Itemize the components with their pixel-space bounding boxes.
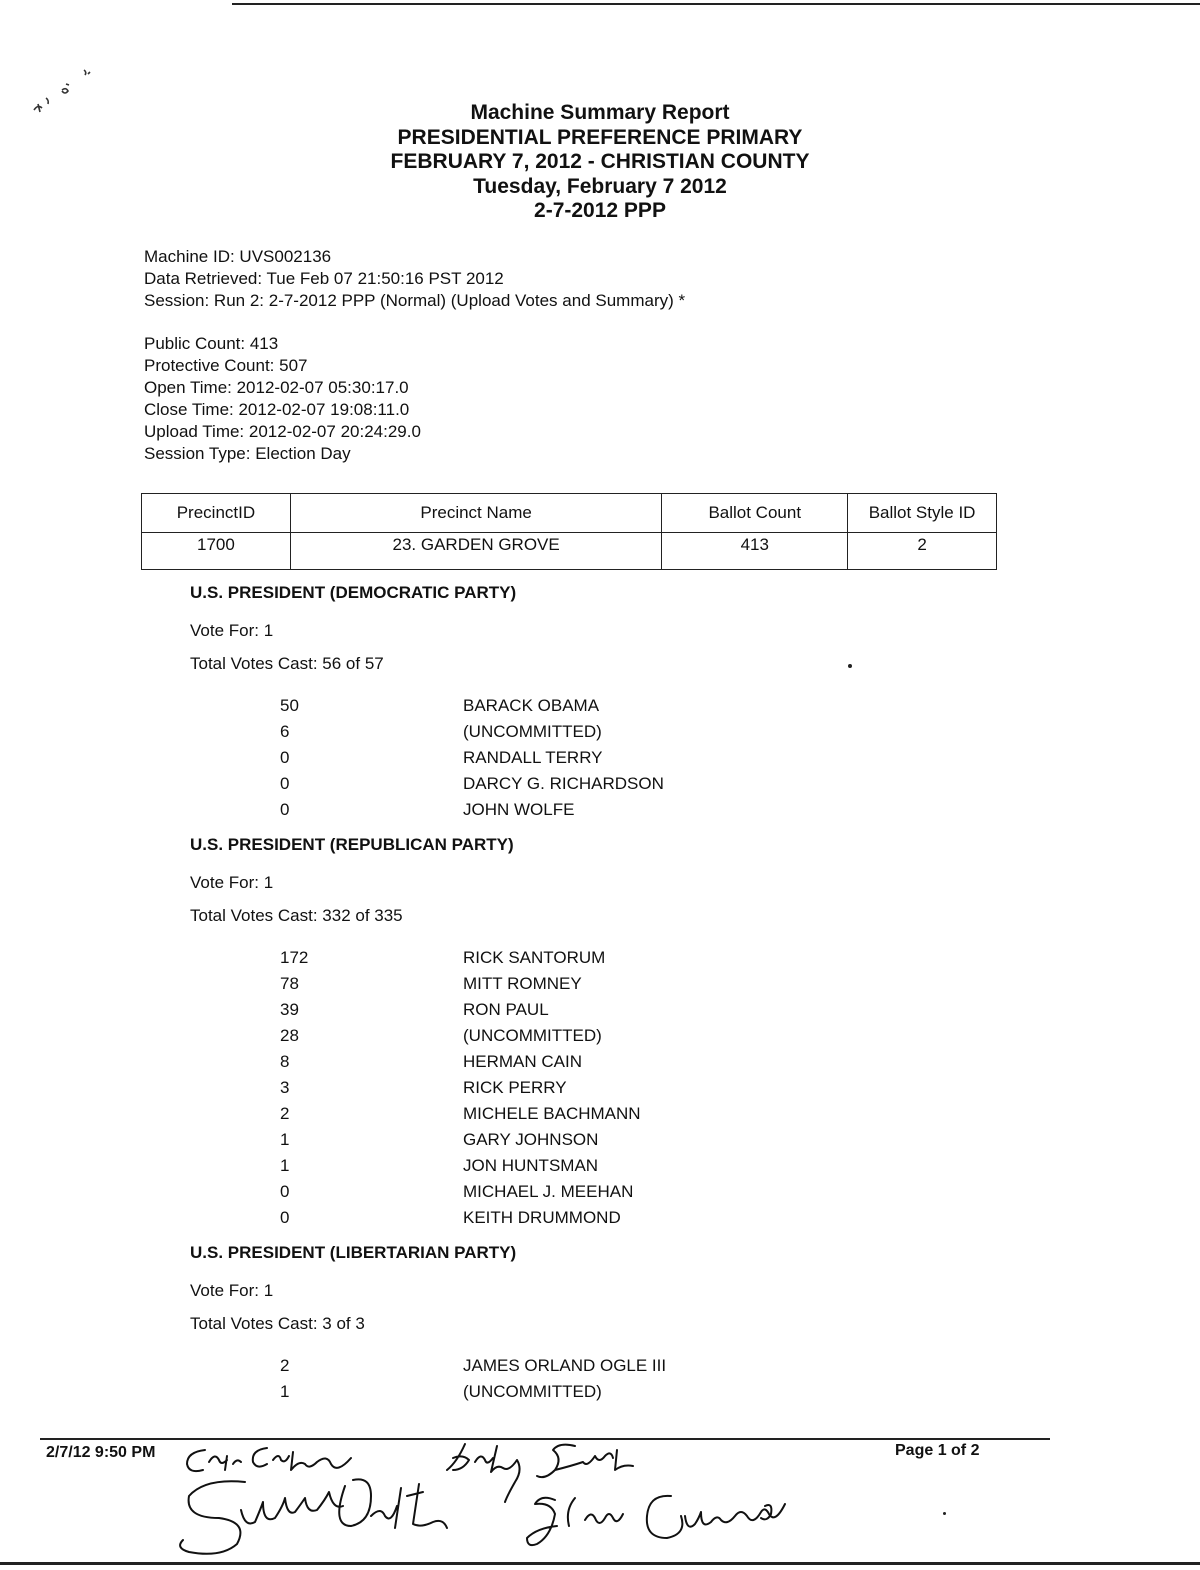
- candidate-row: [190, 997, 890, 1023]
- stray-dot: [943, 1512, 946, 1515]
- race-libertarian: [190, 1241, 890, 1405]
- candidate-row: [190, 1353, 890, 1379]
- footer-page-number: Page 1 of 2: [895, 1442, 980, 1459]
- report-election-code: 2-7-2012 PPP: [534, 199, 666, 222]
- precinct-table-header: [142, 494, 997, 533]
- total-votes-cast: Total Votes Cast: 56 of 57: [190, 654, 384, 673]
- candidate-votes: 8: [280, 1052, 290, 1071]
- machine-info: [144, 246, 685, 312]
- top-border-line: [232, 3, 1200, 5]
- candidate-row: [190, 1153, 890, 1179]
- candidate-row: [190, 745, 890, 771]
- data-retrieved: Data Retrieved: Tue Feb 07 21:50:16 PST 2012: [144, 269, 504, 288]
- close-time: Close Time: 2012-02-07 19:08:11.0: [144, 400, 410, 419]
- ballot-count-cell: 413: [662, 533, 848, 570]
- column-header: Ballot Style ID: [848, 494, 997, 533]
- candidate-row: [190, 797, 890, 823]
- bottom-border-line: [0, 1562, 1200, 1565]
- candidate-row: [190, 1127, 890, 1153]
- session-info: Session: Run 2: 2-7-2012 PPP (Normal) (Upload Votes and Summary) *: [144, 291, 686, 310]
- candidate-name: JON HUNTSMAN: [463, 1156, 599, 1175]
- candidate-name: (UNCOMMITTED): [463, 1026, 602, 1045]
- candidate-row: [190, 971, 890, 997]
- public-count: Public Count: 413: [144, 334, 279, 353]
- report-date-line: Tuesday, February 7 2012: [473, 174, 727, 198]
- protective-count: Protective Count: 507: [144, 356, 308, 375]
- candidate-name: MITT ROMNEY: [463, 974, 582, 993]
- candidate-votes: 1: [280, 1156, 290, 1175]
- candidate-votes: 1: [280, 1382, 290, 1401]
- candidate-name: KEITH DRUMMOND: [463, 1208, 621, 1227]
- candidate-row: [190, 1023, 890, 1049]
- candidate-name: RICK PERRY: [463, 1078, 567, 1097]
- candidate-name: RON PAUL: [463, 1000, 549, 1019]
- session-type: Session Type: Election Day: [144, 444, 351, 463]
- candidate-row: [190, 1101, 890, 1127]
- race-title: U.S. PRESIDENT (DEMOCRATIC PARTY): [190, 583, 517, 602]
- table-row: [142, 533, 997, 570]
- candidate-name: JAMES ORLAND OGLE III: [463, 1356, 667, 1375]
- candidate-name: RICK SANTORUM: [463, 948, 606, 967]
- candidate-row: [190, 693, 890, 719]
- candidate-votes: 28: [280, 1026, 299, 1045]
- candidate-list: [190, 693, 890, 823]
- report-subtitle: PRESIDENTIAL PREFERENCE PRIMARY: [397, 125, 803, 149]
- column-header: Ballot Count: [662, 494, 848, 533]
- report-title: Machine Summary Report: [470, 101, 730, 124]
- candidate-name: HERMAN CAIN: [463, 1052, 583, 1071]
- precinct-table: [141, 493, 997, 570]
- candidate-votes: 78: [280, 974, 299, 993]
- candidate-row: [190, 945, 890, 971]
- candidate-votes: 0: [280, 774, 290, 793]
- candidate-votes: 0: [280, 748, 290, 767]
- candidate-row: [190, 771, 890, 797]
- column-header: Precinct Name: [290, 494, 662, 533]
- total-votes-cast: Total Votes Cast: 3 of 3: [190, 1314, 365, 1333]
- machine-id: Machine ID: UVS002136: [144, 247, 332, 266]
- candidate-name: MICHELE BACHMANN: [463, 1104, 641, 1123]
- vote-for: Vote For: 1: [190, 873, 274, 892]
- report-county-line: FEBRUARY 7, 2012 - CHRISTIAN COUNTY: [390, 150, 810, 173]
- candidate-name: (UNCOMMITTED): [463, 1382, 602, 1401]
- candidate-row: [190, 1075, 890, 1101]
- candidate-votes: 39: [280, 1000, 299, 1019]
- column-header: PrecinctID: [142, 494, 291, 533]
- candidate-votes: 50: [280, 696, 299, 715]
- candidate-votes: 3: [280, 1078, 290, 1097]
- candidate-name: RANDALL TERRY: [463, 748, 603, 767]
- candidate-name: JOHN WOLFE: [463, 800, 575, 819]
- candidate-name: MICHAEL J. MEEHAN: [463, 1182, 634, 1201]
- candidate-name: DARCY G. RICHARDSON: [463, 774, 664, 793]
- candidate-votes: 0: [280, 1182, 290, 1201]
- candidate-row: [190, 1379, 890, 1405]
- candidate-votes: 0: [280, 800, 290, 819]
- candidate-votes: 0: [280, 1208, 290, 1227]
- precinct-name-cell: 23. GARDEN GROVE: [290, 533, 662, 570]
- ballot-style-cell: 2: [848, 533, 997, 570]
- open-time: Open Time: 2012-02-07 05:30:17.0: [144, 378, 409, 397]
- footer-printed-date: 2/7/12 9:50 PM: [46, 1444, 156, 1461]
- candidate-list: [190, 1353, 890, 1405]
- candidate-row: [190, 1049, 890, 1075]
- total-votes-cast: Total Votes Cast: 332 of 335: [190, 906, 403, 925]
- counts-info: [144, 333, 421, 465]
- stray-dot: [848, 664, 852, 668]
- candidate-row: [190, 1205, 890, 1231]
- race-democratic: [190, 581, 890, 823]
- handwritten-signatures: [175, 1436, 795, 1562]
- candidate-votes: 1: [280, 1130, 290, 1149]
- vote-for: Vote For: 1: [190, 1281, 274, 1300]
- candidate-name: GARY JOHNSON: [463, 1130, 599, 1149]
- candidate-list: [190, 945, 890, 1231]
- upload-time: Upload Time: 2012-02-07 20:24:29.0: [144, 422, 421, 441]
- candidate-row: [190, 1179, 890, 1205]
- candidate-row: [190, 719, 890, 745]
- vote-for: Vote For: 1: [190, 621, 274, 640]
- race-title: U.S. PRESIDENT (REPUBLICAN PARTY): [190, 835, 514, 854]
- candidate-name: (UNCOMMITTED): [463, 722, 602, 741]
- race-title: U.S. PRESIDENT (LIBERTARIAN PARTY): [190, 1243, 517, 1262]
- precinct-id-cell: 1700: [142, 533, 291, 570]
- candidate-votes: 172: [280, 948, 309, 967]
- race-republican: [190, 833, 890, 1231]
- candidate-votes: 6: [280, 722, 290, 741]
- candidate-votes: 2: [280, 1356, 290, 1375]
- candidate-votes: 2: [280, 1104, 290, 1123]
- candidate-name: BARACK OBAMA: [463, 696, 600, 715]
- report-header: [0, 101, 1200, 224]
